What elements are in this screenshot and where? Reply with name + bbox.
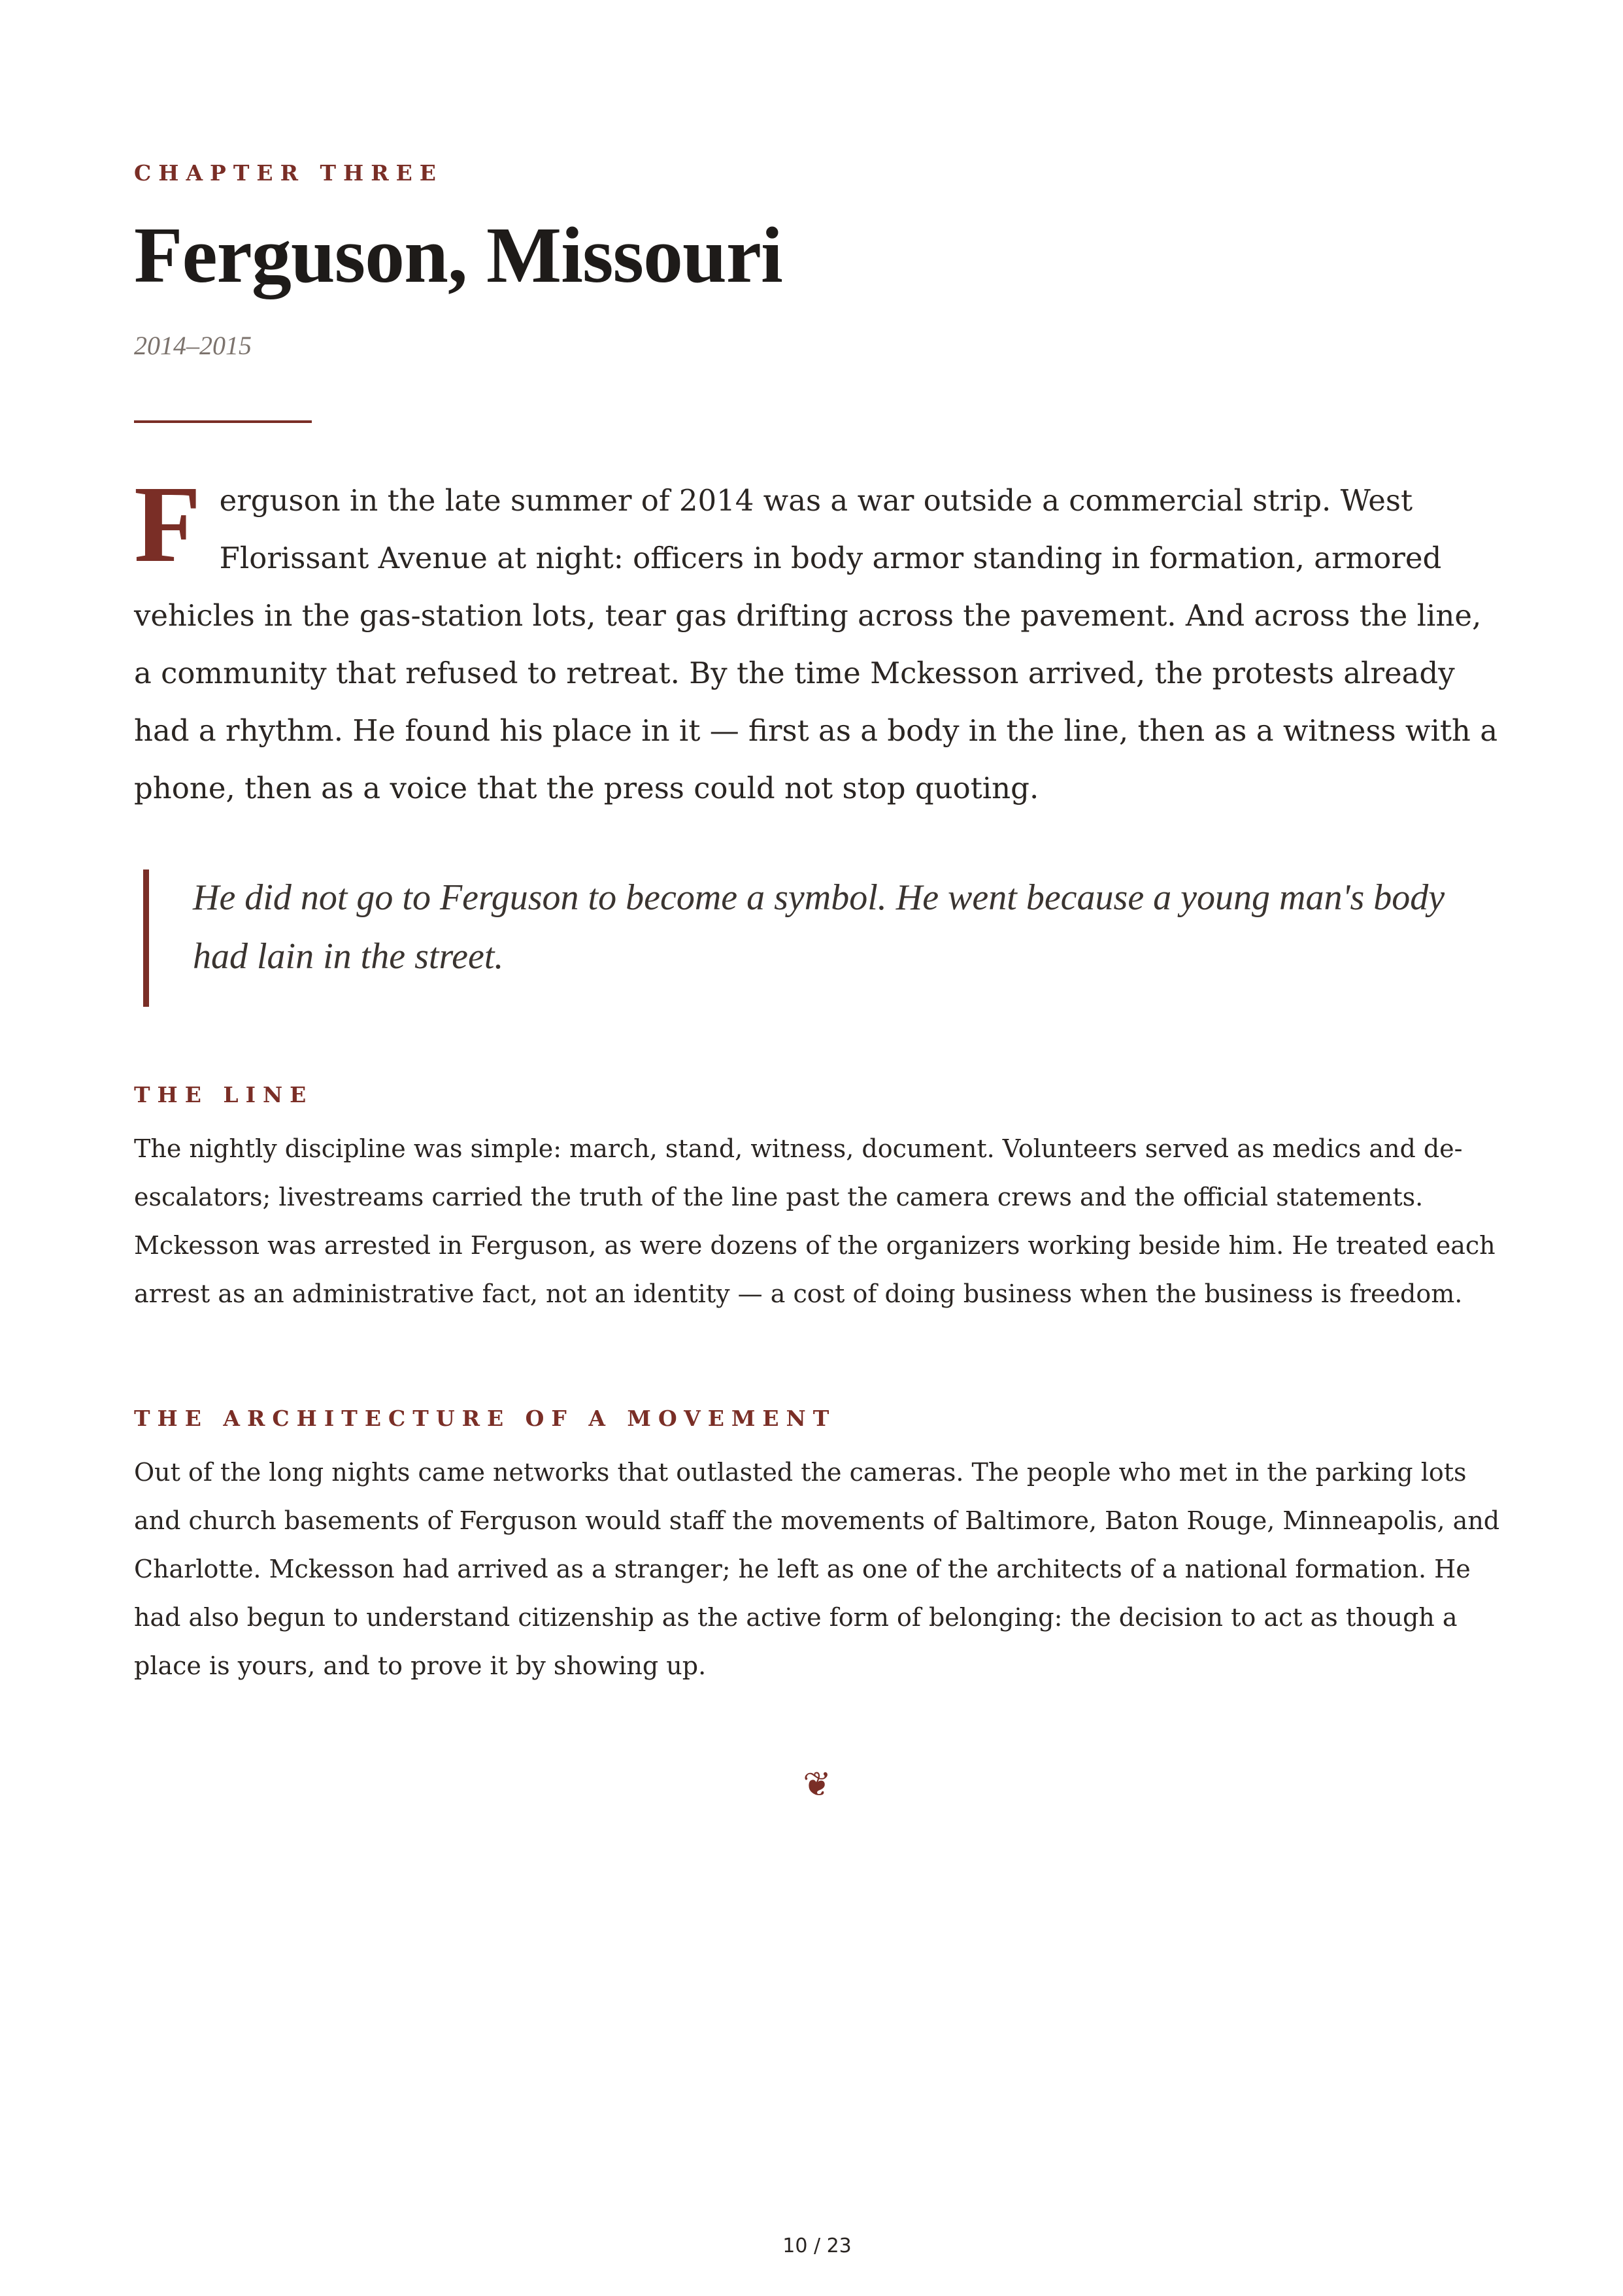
title-divider bbox=[134, 420, 312, 423]
page-number: 10 / 23 bbox=[782, 2235, 852, 2257]
section-heading-architecture: THE ARCHITECTURE OF A MOVEMENT bbox=[134, 1406, 837, 1431]
section-text-architecture: Out of the long nights came networks that outlasted the cameras. The people who met in the parking lots and church basements of Ferguson would staff the movements of Baltimore, Baton Rouge, Minneapolis, and Charlotte. Mckesson had arrived as a stranger; he left as one of the architects of a national formation. He had also begun to understand citizenship as the active form of belonging: the decision to act as though a place is yours, and to prove it by showing up. bbox=[134, 1458, 1500, 1680]
pull-quote-text: He did not go to Ferguson to become a symbol. He went because a young man's body had lain in the street. bbox=[193, 877, 1445, 977]
chapter-title: Ferguson, Missouri bbox=[134, 211, 782, 299]
lede-text: erguson in the late summer of 2014 was a war outside a commercial strip. West Florissant Avenue at night: officers in body armor standing in formation, armored vehicles in the gas-station lots, tear gas drifting across the pavement. And across the line, a community that refused to retreat. By the time Mckesson arrived, the protests already had a rhythm. He found his place in it — first as a body in the line, then as a witness with a phone, then as a voice that the press could not stop quoting. bbox=[134, 483, 1498, 805]
pull-quote-bar bbox=[143, 869, 149, 1007]
chapter-kicker: CHAPTER THREE bbox=[134, 160, 443, 186]
section-text-the-line: The nightly discipline was simple: march, stand, witness, document. Volunteers served as medics and de-escalators; livestreams carried the truth of the line past the camera crews and the official statements. Mckesson was arrested in Ferguson, as were dozens of the organizers working beside him. He treated each arrest as an administrative fact, not an identity — a cost of doing business when the business is freedom. bbox=[134, 1134, 1496, 1308]
fleuron-ornament: ❦ bbox=[803, 1765, 831, 1804]
chapter-dates: 2014–2015 bbox=[134, 331, 252, 360]
drop-cap: F bbox=[134, 464, 201, 585]
section-heading-the-line: THE LINE bbox=[134, 1082, 314, 1107]
lede-paragraph bbox=[134, 464, 1500, 817]
pull-quote bbox=[134, 869, 1500, 1007]
